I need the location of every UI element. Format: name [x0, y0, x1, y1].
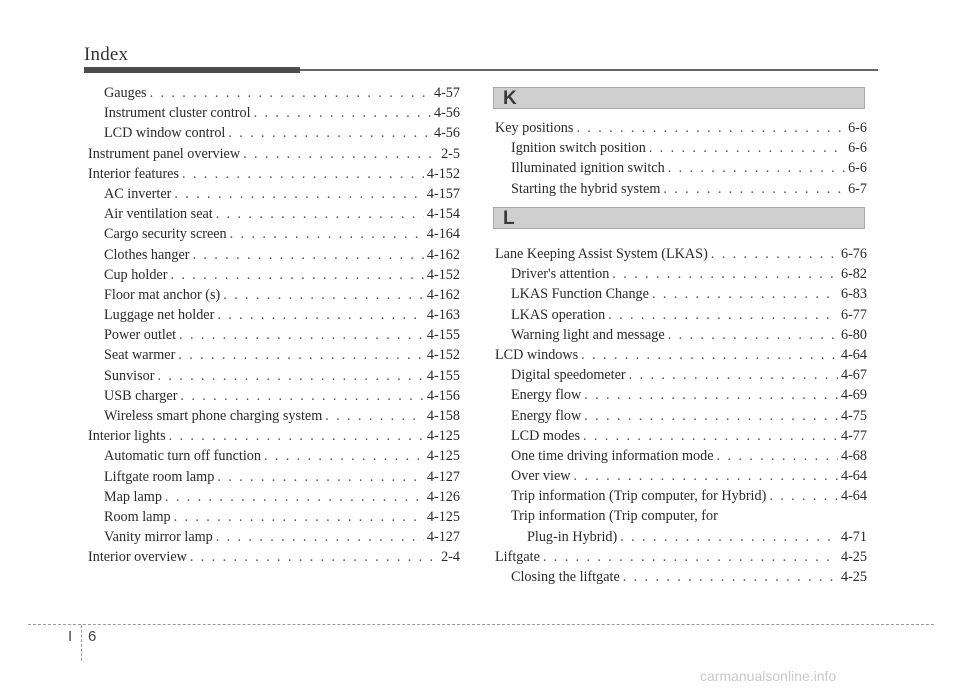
dot-leader — [217, 467, 424, 487]
entry-page: 6-82 — [840, 266, 867, 283]
entry-term: Illuminated ignition switch — [511, 160, 665, 177]
entry-page: 4-127 — [426, 468, 460, 485]
dot-leader — [668, 325, 838, 345]
index-entry — [88, 426, 460, 446]
entry-page: 4-162 — [426, 286, 460, 303]
entry-term: LCD windows — [495, 346, 579, 363]
index-entry — [88, 204, 460, 224]
header-bar — [84, 67, 300, 73]
index-entry — [495, 284, 867, 304]
section-letter: K — [503, 88, 517, 109]
entry-page: 4-156 — [426, 387, 460, 404]
index-entry — [88, 123, 460, 143]
index-entry — [495, 547, 867, 567]
index-entry — [88, 184, 460, 204]
index-entry — [88, 386, 460, 406]
entry-term: Power outlet — [104, 327, 177, 344]
entry-term: Interior overview — [88, 549, 187, 566]
header-rule — [300, 69, 878, 71]
entry-term: Starting the hybrid system — [511, 180, 661, 197]
entry-term: Energy flow — [511, 407, 582, 424]
entry-page: 4-56 — [433, 125, 460, 142]
dot-leader — [584, 406, 838, 426]
entry-term: Closing the liftgate — [511, 569, 620, 585]
entry-page: 4-157 — [426, 185, 460, 202]
footer-divider — [81, 625, 82, 661]
entry-page: 4-71 — [840, 528, 867, 545]
dot-leader — [216, 204, 424, 224]
index-entry — [495, 466, 867, 486]
dot-leader — [711, 244, 838, 264]
entry-term: Instrument panel overview — [88, 145, 241, 162]
index-entry — [495, 486, 867, 506]
dot-leader — [623, 567, 838, 587]
index-entry — [88, 527, 460, 547]
entry-term: Gauges — [104, 85, 147, 101]
index-entry — [495, 138, 867, 158]
dot-leader — [576, 118, 845, 138]
entry-page: 4-152 — [426, 347, 460, 364]
dot-leader — [325, 406, 424, 426]
index-entry — [495, 305, 867, 325]
entry-page: 4-125 — [426, 508, 460, 525]
entry-term: Energy flow — [511, 387, 582, 404]
index-entry — [495, 365, 867, 385]
entry-term: Luggage net holder — [104, 307, 215, 324]
entry-page: 4-164 — [426, 226, 460, 243]
entry-page: 6-76 — [840, 246, 867, 262]
index-entry — [495, 385, 867, 405]
watermark: carmanualsonline.info — [700, 668, 837, 684]
dot-leader — [649, 138, 845, 158]
index-entry — [88, 507, 460, 527]
index-entry — [88, 345, 460, 365]
entry-page: 4-25 — [840, 548, 867, 565]
dot-leader — [717, 446, 838, 466]
section-letter: L — [503, 208, 515, 229]
dot-leader — [620, 527, 838, 547]
entry-page: 4-152 — [426, 165, 460, 182]
index-entry — [88, 547, 460, 567]
dot-leader — [583, 426, 838, 446]
entry-page: 4-125 — [426, 448, 460, 465]
dot-leader — [190, 547, 438, 567]
entry-page: 6-6 — [848, 120, 867, 136]
index-entry — [88, 144, 460, 164]
entry-term: Instrument cluster control — [104, 105, 251, 122]
dot-leader — [243, 144, 438, 164]
entry-term: LCD modes — [511, 427, 580, 444]
entry-term: Cargo security screen — [104, 226, 227, 243]
entry-page: 6-7 — [848, 180, 867, 197]
entry-term: Interior features — [88, 165, 179, 182]
entry-term: Air ventilation seat — [104, 206, 213, 223]
dot-leader — [216, 527, 424, 547]
entry-term: Floor mat anchor (s) — [104, 286, 221, 303]
section-header-k — [493, 87, 865, 109]
index-entry — [495, 426, 867, 446]
dot-leader — [543, 547, 838, 567]
entry-page: 2-4 — [441, 549, 460, 566]
dot-leader — [230, 224, 424, 244]
dot-leader — [157, 366, 423, 386]
entry-term: Seat warmer — [104, 347, 176, 364]
dot-leader — [179, 325, 424, 345]
dot-leader — [193, 245, 424, 265]
index-entry — [88, 265, 460, 285]
index-entry — [88, 164, 460, 184]
entry-page: 6-6 — [848, 140, 867, 157]
entry-page: 4-154 — [426, 206, 460, 223]
entry-term: Ignition switch position — [511, 140, 646, 157]
entry-term: Map lamp — [104, 488, 162, 505]
entry-term: Clothes hanger — [104, 246, 190, 263]
entry-page: 4-67 — [840, 367, 867, 384]
section-header-l — [493, 207, 865, 229]
index-section-l — [495, 244, 867, 587]
dot-leader — [608, 305, 838, 325]
entry-term: One time driving information mode — [511, 447, 714, 464]
entry-page: 4-57 — [433, 85, 460, 101]
entry-page: 4-75 — [840, 407, 867, 424]
entry-term: Digital speedometer — [511, 367, 626, 384]
entry-page: 6-77 — [840, 306, 867, 323]
footer-page-number: 6 — [88, 628, 97, 645]
dot-leader — [612, 264, 838, 284]
entry-term: Trip information (Trip computer, for Hybrid) — [511, 488, 767, 505]
entry-term: Automatic turn off function — [104, 448, 261, 465]
index-entry — [88, 224, 460, 244]
dot-leader — [652, 284, 838, 304]
dot-leader — [663, 179, 845, 199]
index-entry — [495, 325, 867, 345]
entry-page: 4-163 — [426, 307, 460, 324]
entry-term: Cup holder — [104, 266, 168, 283]
entry-page: 4-126 — [426, 488, 460, 505]
dot-leader — [581, 345, 838, 365]
dot-leader — [223, 285, 424, 305]
index-entry — [495, 118, 867, 138]
index-entry — [88, 487, 460, 507]
dot-leader — [174, 184, 424, 204]
entry-page: 4-64 — [840, 346, 867, 363]
entry-term: Driver's attention — [511, 266, 610, 283]
index-entry — [495, 158, 867, 178]
dot-leader — [228, 123, 431, 143]
entry-page: 6-6 — [848, 160, 867, 177]
dot-leader — [574, 466, 838, 486]
dot-leader — [769, 486, 838, 506]
dot-leader — [169, 426, 424, 446]
entry-term: Liftgate room lamp — [104, 468, 215, 485]
dot-leader — [182, 164, 424, 184]
index-entry — [495, 567, 867, 587]
entry-page: 4-69 — [840, 387, 867, 404]
entry-term: LKAS operation — [511, 306, 606, 323]
dot-leader — [264, 446, 424, 466]
entry-page: 4-152 — [426, 266, 460, 283]
entry-term: USB charger — [104, 387, 178, 404]
entry-term: LKAS Function Change — [511, 286, 649, 303]
entry-page: 4-25 — [840, 569, 867, 585]
index-entry — [495, 345, 867, 365]
entry-page: 6-83 — [840, 286, 867, 303]
entry-term: Room lamp — [104, 508, 171, 525]
index-entry — [88, 446, 460, 466]
entry-term: Wireless smart phone charging system — [104, 408, 323, 424]
footer-section-label: I — [68, 628, 73, 645]
index-entry — [88, 467, 460, 487]
entry-term: Trip information (Trip computer, for — [511, 508, 718, 525]
index-entry — [88, 305, 460, 325]
entry-page: 4-155 — [426, 367, 460, 384]
entry-term: Lane Keeping Assist System (LKAS) — [495, 246, 708, 262]
entry-page: 4-155 — [426, 327, 460, 344]
index-entry — [88, 406, 460, 426]
dot-leader — [584, 385, 838, 405]
entry-term: Warning light and message — [511, 326, 665, 343]
index-entry — [88, 245, 460, 265]
entry-page: 4-64 — [840, 468, 867, 485]
index-entry — [495, 179, 867, 199]
index-entry — [88, 285, 460, 305]
entry-page: 4-158 — [426, 408, 460, 424]
dot-leader — [668, 158, 845, 178]
index-column-left — [88, 83, 460, 568]
dot-leader — [254, 103, 431, 123]
dot-leader — [629, 365, 838, 385]
entry-term: Interior lights — [88, 428, 166, 445]
index-entry — [495, 264, 867, 284]
index-entry — [495, 244, 867, 264]
index-section-k — [495, 118, 867, 199]
entry-term: Sunvisor — [104, 367, 155, 384]
index-entry — [88, 366, 460, 386]
page-title: Index — [84, 44, 129, 65]
index-entry — [88, 325, 460, 345]
entry-term: Over view — [511, 468, 571, 485]
dot-leader — [170, 265, 423, 285]
dot-leader — [178, 345, 424, 365]
index-entry — [495, 406, 867, 426]
entry-term: Vanity mirror lamp — [104, 529, 213, 546]
dot-leader — [180, 386, 423, 406]
footer-rule — [28, 624, 934, 625]
index-entry — [88, 83, 460, 103]
entry-page: 4-64 — [840, 488, 867, 505]
index-entry — [495, 527, 867, 547]
entry-page: 4-68 — [840, 447, 867, 464]
index-entry — [495, 506, 867, 526]
entry-page: 4-77 — [840, 427, 867, 444]
dot-leader — [217, 305, 424, 325]
entry-term: AC inverter — [104, 185, 172, 202]
entry-page: 4-125 — [426, 428, 460, 445]
dot-leader — [174, 507, 424, 527]
entry-page: 4-127 — [426, 529, 460, 546]
dot-leader — [165, 487, 424, 507]
entry-term: Liftgate — [495, 548, 540, 565]
entry-term: Key positions — [495, 120, 574, 136]
index-entry — [88, 103, 460, 123]
index-entry — [495, 446, 867, 466]
entry-term: Plug-in Hybrid) — [527, 528, 618, 545]
entry-page: 4-162 — [426, 246, 460, 263]
entry-page: 4-56 — [433, 105, 460, 122]
entry-page: 6-80 — [840, 326, 867, 343]
entry-page: 2-5 — [441, 145, 460, 162]
dot-leader — [150, 83, 431, 103]
entry-term: LCD window control — [104, 125, 226, 142]
